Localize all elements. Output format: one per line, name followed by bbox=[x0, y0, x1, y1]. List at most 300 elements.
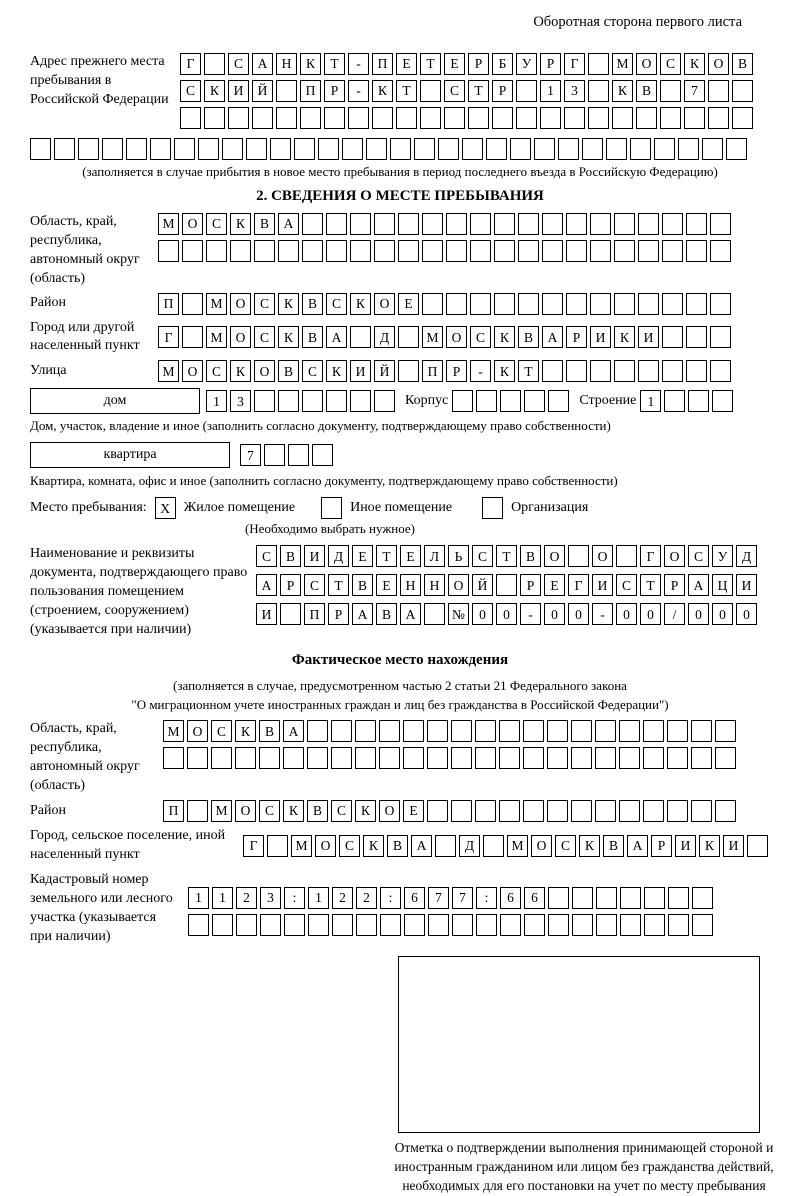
house-row bbox=[30, 388, 770, 414]
char-row bbox=[163, 800, 770, 822]
char-cell bbox=[312, 444, 333, 466]
char-cell bbox=[355, 747, 376, 769]
fact-title: Фактическое место нахождения bbox=[291, 651, 509, 668]
char-cell bbox=[380, 914, 401, 936]
char-cell bbox=[571, 800, 592, 822]
char-cell: Г bbox=[640, 545, 661, 567]
char-cell bbox=[638, 213, 659, 235]
char-cell bbox=[710, 360, 731, 382]
char-cell bbox=[404, 914, 425, 936]
char-cell bbox=[264, 444, 285, 466]
char-cell: В bbox=[278, 360, 299, 382]
char-cell bbox=[494, 293, 515, 315]
char-cell: А bbox=[627, 835, 648, 857]
char-cell bbox=[568, 545, 589, 567]
char-cell bbox=[590, 240, 611, 262]
char-cell bbox=[235, 747, 256, 769]
char-cell: С bbox=[616, 574, 637, 596]
char-cell bbox=[470, 293, 491, 315]
char-cell: О bbox=[544, 545, 565, 567]
char-cell: А bbox=[542, 326, 563, 348]
char-cell: С bbox=[326, 293, 347, 315]
char-cell: Е bbox=[376, 574, 397, 596]
char-cell: 3 bbox=[564, 80, 585, 102]
document-block bbox=[30, 545, 770, 639]
char-cell: К bbox=[494, 326, 515, 348]
char-cell bbox=[422, 293, 443, 315]
char-cell bbox=[451, 747, 472, 769]
char-cell: С bbox=[444, 80, 465, 102]
char-cell bbox=[356, 914, 377, 936]
char-cell: С bbox=[256, 545, 277, 567]
char-cell: 3 bbox=[260, 887, 281, 909]
char-cell bbox=[446, 213, 467, 235]
char-cell bbox=[638, 360, 659, 382]
char-cell bbox=[211, 747, 232, 769]
char-cell bbox=[499, 747, 520, 769]
char-cell: М bbox=[163, 720, 184, 742]
char-cell bbox=[308, 914, 329, 936]
char-cell: Р bbox=[446, 360, 467, 382]
char-cell: К bbox=[300, 53, 321, 75]
char-cell bbox=[712, 390, 733, 412]
char-cell: Р bbox=[664, 574, 685, 596]
char-cell: М bbox=[507, 835, 528, 857]
char-cell bbox=[212, 914, 233, 936]
char-cell: Д bbox=[459, 835, 480, 857]
char-cell: Ь bbox=[448, 545, 469, 567]
char-cell bbox=[548, 887, 569, 909]
char-cell bbox=[288, 444, 309, 466]
char-cell bbox=[572, 914, 593, 936]
char-cell bbox=[78, 138, 99, 160]
char-cell: Й bbox=[252, 80, 273, 102]
char-cell: П bbox=[422, 360, 443, 382]
char-cell bbox=[228, 107, 249, 129]
char-cell bbox=[643, 747, 664, 769]
char-cell bbox=[614, 293, 635, 315]
char-cell: 0 bbox=[472, 603, 493, 625]
fact-oblast-label: Область, край, республика, автономный округ (область) bbox=[30, 721, 140, 794]
char-cell: 6 bbox=[524, 887, 545, 909]
char-cell: Г bbox=[158, 326, 179, 348]
char-cell bbox=[547, 720, 568, 742]
char-cell bbox=[638, 240, 659, 262]
place-type-note: (Необходимо выбрать нужное) bbox=[244, 521, 416, 537]
char-cell: В bbox=[302, 293, 323, 315]
char-cell: В bbox=[520, 545, 541, 567]
char-cell bbox=[588, 107, 609, 129]
char-cell bbox=[396, 107, 417, 129]
char-cell bbox=[326, 390, 347, 412]
char-cell bbox=[619, 800, 640, 822]
char-cell: И bbox=[723, 835, 744, 857]
char-cell bbox=[102, 138, 123, 160]
char-cell: М bbox=[158, 360, 179, 382]
char-cell: О bbox=[187, 720, 208, 742]
char-cell: П bbox=[304, 603, 325, 625]
char-cell: Г bbox=[243, 835, 264, 857]
char-cell bbox=[548, 390, 569, 412]
char-cell: А bbox=[252, 53, 273, 75]
char-cell: К bbox=[350, 293, 371, 315]
char-cell bbox=[494, 213, 515, 235]
char-cell bbox=[667, 800, 688, 822]
fact-caption bbox=[30, 677, 770, 715]
char-cell: Т bbox=[396, 80, 417, 102]
char-cell: У bbox=[516, 53, 537, 75]
char-cell bbox=[204, 53, 225, 75]
char-cell bbox=[126, 138, 147, 160]
char-cell: С bbox=[206, 213, 227, 235]
fact-gorod-block bbox=[30, 827, 770, 865]
char-cell bbox=[667, 747, 688, 769]
char-cell: И bbox=[675, 835, 696, 857]
apartment-box-label: квартира bbox=[30, 442, 230, 468]
char-cell bbox=[438, 138, 459, 160]
char-cell bbox=[686, 240, 707, 262]
char-cell bbox=[523, 747, 544, 769]
char-cell: О bbox=[664, 545, 685, 567]
char-cell: С bbox=[211, 720, 232, 742]
char-cell: 1 bbox=[640, 390, 661, 412]
char-cell bbox=[204, 107, 225, 129]
option-inoe-label: Иное помещение bbox=[350, 500, 453, 516]
char-row bbox=[180, 107, 770, 129]
char-cell bbox=[540, 107, 561, 129]
char-cell bbox=[542, 360, 563, 382]
char-cell bbox=[686, 360, 707, 382]
char-cell bbox=[662, 293, 683, 315]
char-cell: А bbox=[352, 603, 373, 625]
char-cell bbox=[518, 240, 539, 262]
char-cell: 3 bbox=[230, 390, 251, 412]
char-cell: О bbox=[379, 800, 400, 822]
char-row bbox=[180, 80, 770, 102]
char-cell bbox=[422, 240, 443, 262]
char-cell bbox=[710, 326, 731, 348]
char-cell bbox=[582, 138, 603, 160]
char-cell: И bbox=[736, 574, 757, 596]
char-cell bbox=[524, 390, 545, 412]
char-cell bbox=[686, 213, 707, 235]
char-cell: И bbox=[638, 326, 659, 348]
char-cell bbox=[398, 360, 419, 382]
char-cell: О bbox=[708, 53, 729, 75]
char-cell bbox=[374, 240, 395, 262]
char-cell: - bbox=[348, 80, 369, 102]
char-cell bbox=[547, 800, 568, 822]
char-cell: - bbox=[470, 360, 491, 382]
char-cell: И bbox=[592, 574, 613, 596]
char-cell: С bbox=[660, 53, 681, 75]
char-cell bbox=[332, 914, 353, 936]
char-cell bbox=[260, 914, 281, 936]
char-cell: В bbox=[732, 53, 753, 75]
char-cell bbox=[462, 138, 483, 160]
char-cell: С bbox=[304, 574, 325, 596]
char-cell bbox=[350, 390, 371, 412]
char-cell bbox=[206, 240, 227, 262]
char-cell: Т bbox=[376, 545, 397, 567]
char-cell bbox=[500, 390, 521, 412]
char-cell bbox=[494, 240, 515, 262]
char-cell: С bbox=[206, 360, 227, 382]
char-cell: Р bbox=[328, 603, 349, 625]
char-cell: М bbox=[612, 53, 633, 75]
char-cell bbox=[668, 914, 689, 936]
char-cell: 1 bbox=[212, 887, 233, 909]
char-cell: Т bbox=[518, 360, 539, 382]
char-cell: О bbox=[446, 326, 467, 348]
char-cell: К bbox=[355, 800, 376, 822]
char-cell bbox=[348, 107, 369, 129]
char-cell: А bbox=[688, 574, 709, 596]
char-cell bbox=[619, 720, 640, 742]
char-cell bbox=[276, 80, 297, 102]
char-cell bbox=[278, 390, 299, 412]
char-cell: К bbox=[372, 80, 393, 102]
char-cell bbox=[476, 914, 497, 936]
char-cell bbox=[267, 835, 288, 857]
char-cell bbox=[572, 887, 593, 909]
char-cell: В bbox=[259, 720, 280, 742]
char-cell bbox=[374, 390, 395, 412]
char-cell: Р bbox=[280, 574, 301, 596]
char-cell: 0 bbox=[496, 603, 517, 625]
char-cell bbox=[715, 720, 736, 742]
char-cell bbox=[398, 240, 419, 262]
char-cell bbox=[686, 326, 707, 348]
char-cell: О bbox=[230, 293, 251, 315]
char-cell bbox=[523, 800, 544, 822]
char-cell: - bbox=[520, 603, 541, 625]
char-cell bbox=[564, 107, 585, 129]
char-cell: К bbox=[326, 360, 347, 382]
char-cell: Г bbox=[564, 53, 585, 75]
char-cell bbox=[630, 138, 651, 160]
char-cell bbox=[612, 107, 633, 129]
char-cell bbox=[468, 107, 489, 129]
char-cell bbox=[280, 603, 301, 625]
char-cell bbox=[518, 213, 539, 235]
char-cell bbox=[390, 138, 411, 160]
char-cell: Г bbox=[180, 53, 201, 75]
checkbox-inoe bbox=[321, 497, 342, 519]
gorod-label: Город или другой населенный пункт bbox=[30, 319, 140, 354]
apartment-caption: Квартира, комната, офис и иное (заполнить согласно документу, подтверждающему право собственности) bbox=[30, 473, 618, 489]
char-cell bbox=[588, 80, 609, 102]
char-cell: 2 bbox=[236, 887, 257, 909]
char-cell bbox=[595, 747, 616, 769]
char-cell bbox=[444, 107, 465, 129]
char-cell: У bbox=[712, 545, 733, 567]
char-cell bbox=[606, 138, 627, 160]
char-cell: 7 bbox=[240, 444, 261, 466]
char-row bbox=[163, 747, 770, 769]
char-cell bbox=[182, 240, 203, 262]
char-cell: 7 bbox=[428, 887, 449, 909]
char-cell: Б bbox=[492, 53, 513, 75]
char-cell: О bbox=[531, 835, 552, 857]
char-cell bbox=[715, 747, 736, 769]
char-row bbox=[240, 444, 333, 466]
char-cell: 0 bbox=[688, 603, 709, 625]
char-cell bbox=[318, 138, 339, 160]
char-cell bbox=[283, 747, 304, 769]
char-cell bbox=[372, 107, 393, 129]
char-cell bbox=[230, 240, 251, 262]
char-cell: В bbox=[376, 603, 397, 625]
char-cell bbox=[470, 213, 491, 235]
fact-caption-line1: (заполняется в случае, предусмотренном частью 2 статьи 21 Федерального закона bbox=[173, 677, 627, 693]
char-cell bbox=[590, 360, 611, 382]
prev-address-label: Адрес прежнего места пребывания в Российской Федерации bbox=[30, 54, 169, 107]
char-row bbox=[158, 326, 770, 348]
char-cell bbox=[486, 138, 507, 160]
char-cell bbox=[278, 240, 299, 262]
char-cell: 0 bbox=[616, 603, 637, 625]
char-cell bbox=[667, 720, 688, 742]
char-cell bbox=[571, 720, 592, 742]
char-cell: С bbox=[228, 53, 249, 75]
char-cell bbox=[374, 213, 395, 235]
char-cell bbox=[596, 914, 617, 936]
cadastral-label: Кадастровый номер земельного или лесного участка (указывается при наличии) bbox=[30, 871, 173, 944]
char-cell bbox=[294, 138, 315, 160]
char-cell: 1 bbox=[188, 887, 209, 909]
checkbox-organizatsiya bbox=[482, 497, 503, 519]
gorod-block bbox=[30, 319, 770, 357]
char-cell: М bbox=[206, 326, 227, 348]
char-cell: Р bbox=[492, 80, 513, 102]
char-cell: К bbox=[494, 360, 515, 382]
char-cell: К bbox=[612, 80, 633, 102]
char-cell: Г bbox=[568, 574, 589, 596]
fact-oblast-block bbox=[30, 720, 770, 796]
ulitsa-label: Улица bbox=[30, 362, 67, 378]
char-cell: В bbox=[387, 835, 408, 857]
char-cell: М bbox=[211, 800, 232, 822]
char-cell: П bbox=[300, 80, 321, 102]
fact-gorod-label: Город, сельское поселение, иной населенный пункт bbox=[30, 828, 226, 862]
char-cell bbox=[638, 293, 659, 315]
char-cell: К bbox=[278, 293, 299, 315]
char-cell: : bbox=[380, 887, 401, 909]
char-cell bbox=[590, 293, 611, 315]
char-cell bbox=[686, 293, 707, 315]
char-cell: Л bbox=[424, 545, 445, 567]
char-cell bbox=[420, 107, 441, 129]
page-header: Оборотная сторона первого листа bbox=[533, 14, 742, 30]
char-cell: С bbox=[254, 293, 275, 315]
char-cell bbox=[326, 213, 347, 235]
char-cell bbox=[566, 293, 587, 315]
char-cell: Н bbox=[424, 574, 445, 596]
char-cell: Д bbox=[328, 545, 349, 567]
char-cell bbox=[451, 720, 472, 742]
char-cell: И bbox=[256, 603, 277, 625]
char-cell: М bbox=[206, 293, 227, 315]
char-cell bbox=[620, 914, 641, 936]
char-cell bbox=[198, 138, 219, 160]
char-cell bbox=[636, 107, 657, 129]
char-cell bbox=[54, 138, 75, 160]
char-cell bbox=[366, 138, 387, 160]
char-cell bbox=[451, 800, 472, 822]
char-cell bbox=[300, 107, 321, 129]
house-caption: Дом, участок, владение и иное (заполнить согласно документу, подтверждающему право собственности) bbox=[30, 418, 611, 434]
char-cell: Е bbox=[400, 545, 421, 567]
char-cell bbox=[571, 747, 592, 769]
char-cell bbox=[428, 914, 449, 936]
char-cell bbox=[708, 107, 729, 129]
char-cell bbox=[516, 80, 537, 102]
document-label: Наименование и реквизиты документа, подтверждающего право пользования помещением (строением, сооружением) (указывается при наличии) bbox=[30, 546, 248, 637]
char-cell bbox=[254, 390, 275, 412]
char-cell bbox=[398, 213, 419, 235]
char-cell: О bbox=[182, 360, 203, 382]
ulitsa-block bbox=[30, 360, 770, 382]
option-zhiloe-label: Жилое помещение bbox=[183, 500, 296, 516]
char-cell: Е bbox=[398, 293, 419, 315]
char-cell: : bbox=[476, 887, 497, 909]
char-row bbox=[188, 914, 770, 936]
char-cell: Н bbox=[400, 574, 421, 596]
char-cell bbox=[534, 138, 555, 160]
char-cell bbox=[654, 138, 675, 160]
char-cell bbox=[684, 107, 705, 129]
char-cell: К bbox=[204, 80, 225, 102]
char-cell bbox=[483, 835, 504, 857]
char-cell bbox=[379, 747, 400, 769]
char-cell: О bbox=[182, 213, 203, 235]
char-cell: К bbox=[363, 835, 384, 857]
char-cell bbox=[715, 800, 736, 822]
char-cell: О bbox=[592, 545, 613, 567]
char-cell: Т bbox=[640, 574, 661, 596]
char-cell: С bbox=[688, 545, 709, 567]
char-cell: 1 bbox=[206, 390, 227, 412]
oblast-label: Область, край, республика, автономный округ (область) bbox=[30, 214, 140, 286]
char-cell: Т bbox=[468, 80, 489, 102]
char-cell bbox=[548, 914, 569, 936]
char-row bbox=[243, 835, 770, 857]
char-cell bbox=[496, 574, 517, 596]
char-row bbox=[158, 360, 770, 382]
char-cell: Н bbox=[276, 53, 297, 75]
char-cell: 2 bbox=[356, 887, 377, 909]
stamp-caption: Отметка о подтверждении выполнения принимающей стороной и иностранным гражданином или лицом без гражданства действий, необходимых для его постановки на учет по месту пребывания bbox=[394, 1140, 774, 1194]
char-cell bbox=[276, 107, 297, 129]
char-cell bbox=[614, 213, 635, 235]
char-cell bbox=[510, 138, 531, 160]
char-cell: № bbox=[448, 603, 469, 625]
char-cell bbox=[620, 887, 641, 909]
char-cell bbox=[524, 914, 545, 936]
char-cell: К bbox=[614, 326, 635, 348]
char-row bbox=[206, 390, 395, 412]
char-cell bbox=[595, 720, 616, 742]
fact-raion-block bbox=[30, 800, 770, 822]
char-cell bbox=[163, 747, 184, 769]
char-cell: 0 bbox=[544, 603, 565, 625]
stamp-area bbox=[390, 956, 778, 1196]
char-cell bbox=[222, 138, 243, 160]
cadastral-block bbox=[30, 871, 770, 947]
char-cell: С bbox=[254, 326, 275, 348]
place-type-row bbox=[30, 497, 770, 519]
